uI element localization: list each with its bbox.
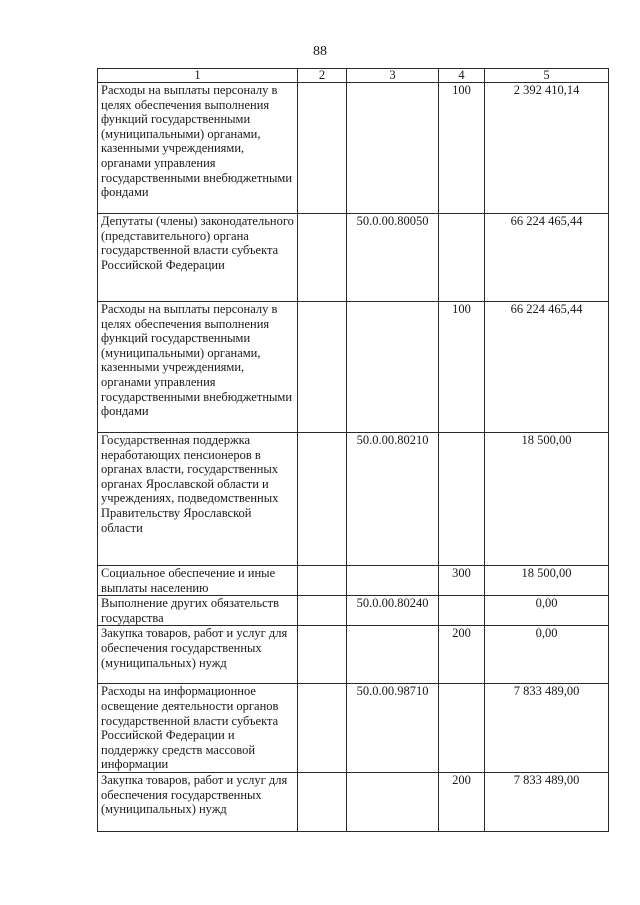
target-article-code-cell [347, 566, 439, 596]
column-2-cell [298, 302, 347, 433]
amount-cell: 2 392 410,14 [485, 83, 609, 214]
column-2-cell [298, 83, 347, 214]
expense-type-cell: 300 [439, 566, 485, 596]
column-header: 3 [347, 69, 439, 83]
expense-type-cell: 100 [439, 83, 485, 214]
column-2-cell [298, 433, 347, 566]
amount-cell: 66 224 465,44 [485, 302, 609, 433]
expense-name-cell: Закупка товаров, работ и услуг для обеспечения государственных (муниципальных) нужд [98, 772, 298, 831]
table-row [98, 684, 609, 773]
expense-name-cell: Расходы на информационное освещение деятельности органов государственной власти субъекта Российской Федерации и поддержку средств массовой информации [98, 684, 298, 773]
column-2-cell [298, 684, 347, 773]
table-header-row [98, 69, 609, 83]
column-2-cell [298, 626, 347, 684]
expense-type-cell [439, 684, 485, 773]
column-2-cell [298, 566, 347, 596]
target-article-code-cell [347, 626, 439, 684]
table-row [98, 566, 609, 596]
column-2-cell [298, 772, 347, 831]
column-header: 4 [439, 69, 485, 83]
target-article-code-cell: 50.0.00.80210 [347, 433, 439, 566]
amount-cell: 66 224 465,44 [485, 214, 609, 302]
expense-name-cell: Расходы на выплаты персоналу в целях обеспечения выполнения функций государственными (муниципальными) органами, казенными учреждениями, органами управления государственными внебюджетными фондами [98, 302, 298, 433]
expense-name-cell: Расходы на выплаты персоналу в целях обеспечения выполнения функций государственными (муниципальными) органами, казенными учреждениями, органами управления государственными внебюджетными фондами [98, 83, 298, 214]
amount-cell: 0,00 [485, 626, 609, 684]
target-article-code-cell: 50.0.00.98710 [347, 684, 439, 773]
target-article-code-cell [347, 772, 439, 831]
amount-cell: 0,00 [485, 596, 609, 626]
target-article-code-cell: 50.0.00.80240 [347, 596, 439, 626]
expense-type-cell [439, 433, 485, 566]
table-row [98, 302, 609, 433]
target-article-code-cell [347, 83, 439, 214]
table-row [98, 772, 609, 831]
table-row [98, 214, 609, 302]
expense-name-cell: Депутаты (члены) законодательного (представительного) органа государственной власти субъекта Российской Федерации [98, 214, 298, 302]
expense-name-cell: Социальное обеспечение и иные выплаты населению [98, 566, 298, 596]
column-header: 2 [298, 69, 347, 83]
table-row [98, 596, 609, 626]
expense-name-cell: Выполнение других обязательств государства [98, 596, 298, 626]
expense-type-cell: 100 [439, 302, 485, 433]
amount-cell: 7 833 489,00 [485, 772, 609, 831]
column-header: 1 [98, 69, 298, 83]
column-2-cell [298, 214, 347, 302]
page-number: 88 [313, 44, 327, 59]
column-2-cell [298, 596, 347, 626]
expense-type-cell: 200 [439, 772, 485, 831]
target-article-code-cell [347, 302, 439, 433]
budget-table [97, 68, 609, 832]
expense-type-cell [439, 596, 485, 626]
column-header: 5 [485, 69, 609, 83]
amount-cell: 18 500,00 [485, 566, 609, 596]
expense-name-cell: Закупка товаров, работ и услуг для обеспечения государственных (муниципальных) нужд [98, 626, 298, 684]
amount-cell: 18 500,00 [485, 433, 609, 566]
table-row [98, 626, 609, 684]
amount-cell: 7 833 489,00 [485, 684, 609, 773]
target-article-code-cell: 50.0.00.80050 [347, 214, 439, 302]
expense-type-cell: 200 [439, 626, 485, 684]
table-row [98, 433, 609, 566]
table-row [98, 83, 609, 214]
expense-name-cell: Государственная поддержка неработающих пенсионеров в органах власти, государственных органах Ярославской области и учреждениях, подведомственных Правительству Ярославской области [98, 433, 298, 566]
expense-type-cell [439, 214, 485, 302]
